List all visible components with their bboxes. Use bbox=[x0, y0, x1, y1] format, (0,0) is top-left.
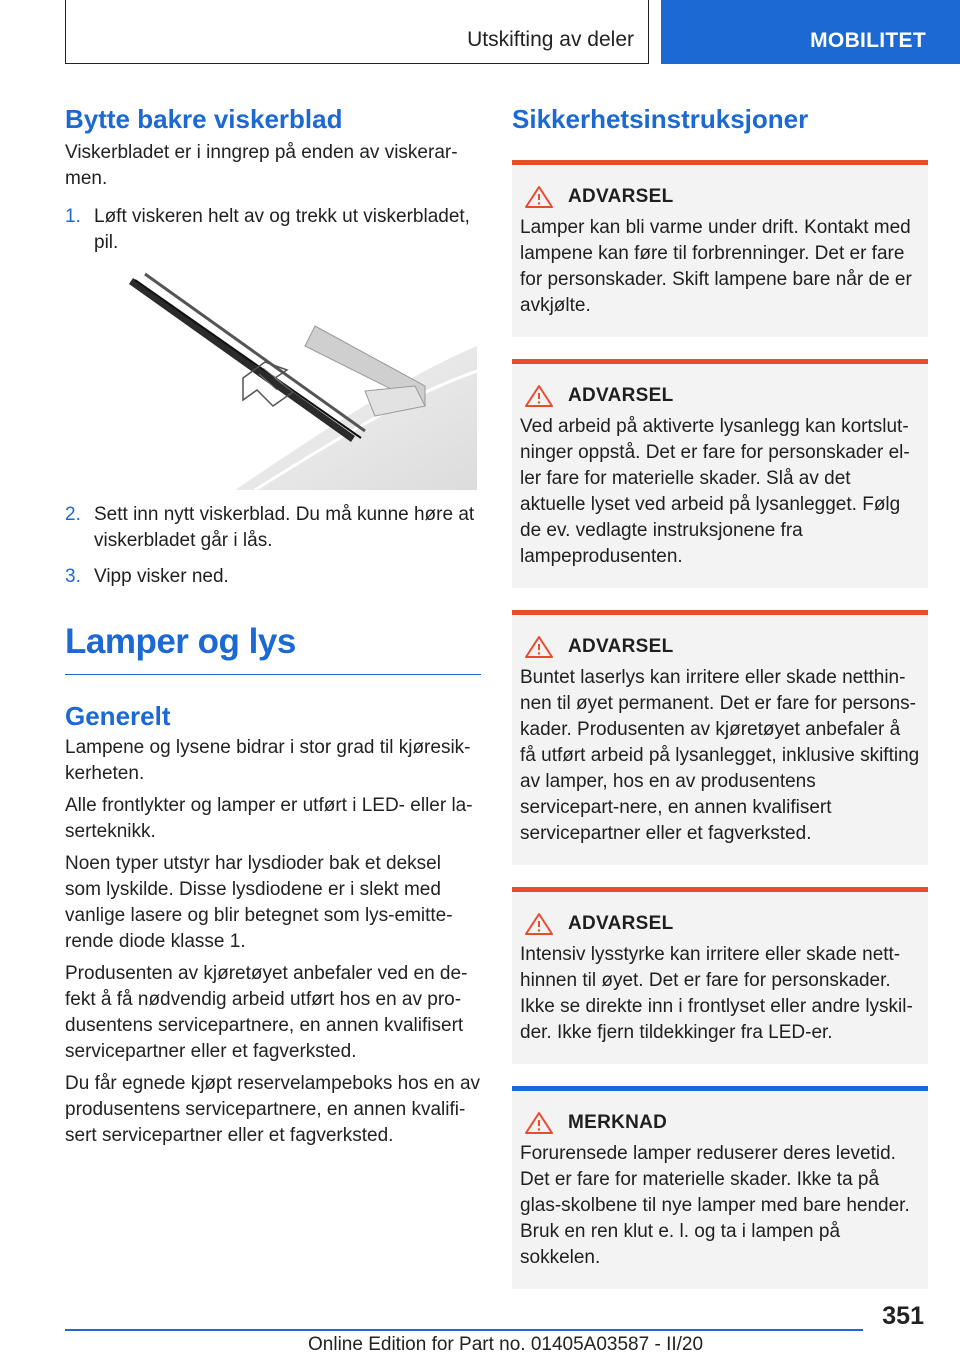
chapter-title: MOBILITET bbox=[810, 29, 926, 52]
warning-triangle-icon bbox=[524, 912, 554, 936]
wiper-steps bbox=[65, 204, 481, 256]
warning-title: ADVARSEL bbox=[568, 186, 674, 207]
warning-text: Intensiv lysstyrke kan irritere eller skade nett-hinnen til øyet. Det er fare for personskader. Ikke se direkte inn i frontlyset eller andre lyskil-der. Ikke fjern tildekkinger fra LED-er. bbox=[520, 944, 913, 1043]
list-item bbox=[65, 502, 481, 554]
wiper-intro: Viskerbladet er i inngrep på enden av viskerar-men. bbox=[65, 142, 458, 189]
warning-text: Ved arbeid på aktiverte lysanlegg kan kortslut-ninger oppstå. Det er fare for personskader el-ler fare for materielle skader. Slå av det aktuelle lyset ved arbeid på lysanlegget. Følg de ev. vedlagte instruksjonene fra lampeprodusenten. bbox=[520, 416, 910, 567]
step-number: 2. bbox=[65, 504, 81, 525]
warning-header bbox=[520, 185, 920, 209]
left-column bbox=[65, 100, 481, 1149]
wiper-heading: Bytte bakre viskerblad bbox=[65, 104, 343, 134]
notice-text: Forurensede lamper reduserer deres levetid. Det er fare for materielle skader. Ikke ta på glas-skolbene til nye lamper med bare hender. Bruk en ren klut e. l. og ta i lampen på sokkelen. bbox=[520, 1143, 910, 1268]
step-text: Sett inn nytt viskerblad. Du må kunne høre at viskerbladet går i lås. bbox=[94, 504, 475, 551]
warning-title: ADVARSEL bbox=[568, 913, 674, 934]
chapter-heading-wrap bbox=[65, 620, 481, 675]
step-text: Vipp visker ned. bbox=[94, 566, 229, 587]
step-number: 1. bbox=[65, 206, 81, 227]
list-item bbox=[65, 204, 481, 256]
notice-title: MERKNAD bbox=[568, 1112, 668, 1133]
warning-header bbox=[520, 912, 920, 936]
notice-box bbox=[512, 1086, 928, 1289]
warning-triangle-icon bbox=[524, 384, 554, 408]
lamps-heading: Lamper og lys bbox=[65, 622, 296, 661]
step-text: Løft viskeren helt av og trekk ut viskerbladet, pil. bbox=[94, 206, 470, 253]
warning-triangle-icon bbox=[524, 185, 554, 209]
warning-title: ADVARSEL bbox=[568, 385, 674, 406]
step-number: 3. bbox=[65, 566, 81, 587]
warning-triangle-icon bbox=[524, 1111, 554, 1135]
right-column bbox=[512, 100, 928, 1289]
footer-divider bbox=[65, 1329, 863, 1331]
general-subheading: Generelt bbox=[65, 701, 171, 731]
warning-text: Buntet laserlys kan irritere eller skade netthin-nen til øyet permanent. Det er fare for persons-kader. Produsenten av kjøretøyet anbefaler å få utført arbeid på lysanlegget, inklusive skifting av lamper, hos en av produsentens servicepart-nere, en annen kvalifisert servicepartner eller et fagverksted. bbox=[520, 667, 920, 844]
safety-heading: Sikkerhetsinstruksjoner bbox=[512, 104, 809, 134]
warning-box bbox=[512, 160, 928, 337]
wiper-blade-illustration bbox=[125, 266, 477, 490]
warning-header bbox=[520, 635, 920, 659]
list-item bbox=[65, 564, 481, 590]
paragraph: Noen typer utstyr har lysdioder bak et deksel som lyskilde. Disse lysdiodene er i slekt med vanlige lasere og blir betegnet som lys-emitte-rende diode klasse 1. bbox=[65, 853, 453, 952]
warning-title: ADVARSEL bbox=[568, 636, 674, 657]
warning-header bbox=[520, 384, 920, 408]
section-title: Utskifting av deler bbox=[467, 28, 634, 51]
paragraph: Lampene og lysene bidrar i stor grad til kjøresik-kerheten. bbox=[65, 737, 471, 784]
header-chapter-tab bbox=[661, 0, 960, 64]
wiper-steps-continued bbox=[65, 502, 481, 590]
warning-box bbox=[512, 887, 928, 1064]
page-number: 351 bbox=[882, 1302, 924, 1330]
edition-text: Online Edition for Part no. 01405A03587 - II/20 bbox=[308, 1334, 704, 1355]
warning-box bbox=[512, 359, 928, 588]
paragraph: Du får egnede kjøpt reservelampeboks hos en av produsentens servicepartnere, en annen kvalifi-sert servicepartner eller et fagverksted. bbox=[65, 1073, 481, 1146]
paragraph: Produsenten av kjøretøyet anbefaler ved en de-fekt å få nødvendig arbeid utført hos en av pro-dusentens servicepartnere, en annen kvalifisert servicepartner eller et fagverksted. bbox=[65, 963, 468, 1062]
header-section-tab bbox=[65, 0, 649, 64]
notice-header bbox=[520, 1111, 920, 1135]
paragraph: Alle frontlykter og lamper er utført i LED- eller la-serteknikk. bbox=[65, 795, 473, 842]
warning-box bbox=[512, 610, 928, 865]
warning-triangle-icon bbox=[524, 635, 554, 659]
warning-text: Lamper kan bli varme under drift. Kontakt med lampene kan føre til forbrenninger. Det er fare for personskader. Skift lampene bare når de er avkjølte. bbox=[520, 217, 912, 316]
